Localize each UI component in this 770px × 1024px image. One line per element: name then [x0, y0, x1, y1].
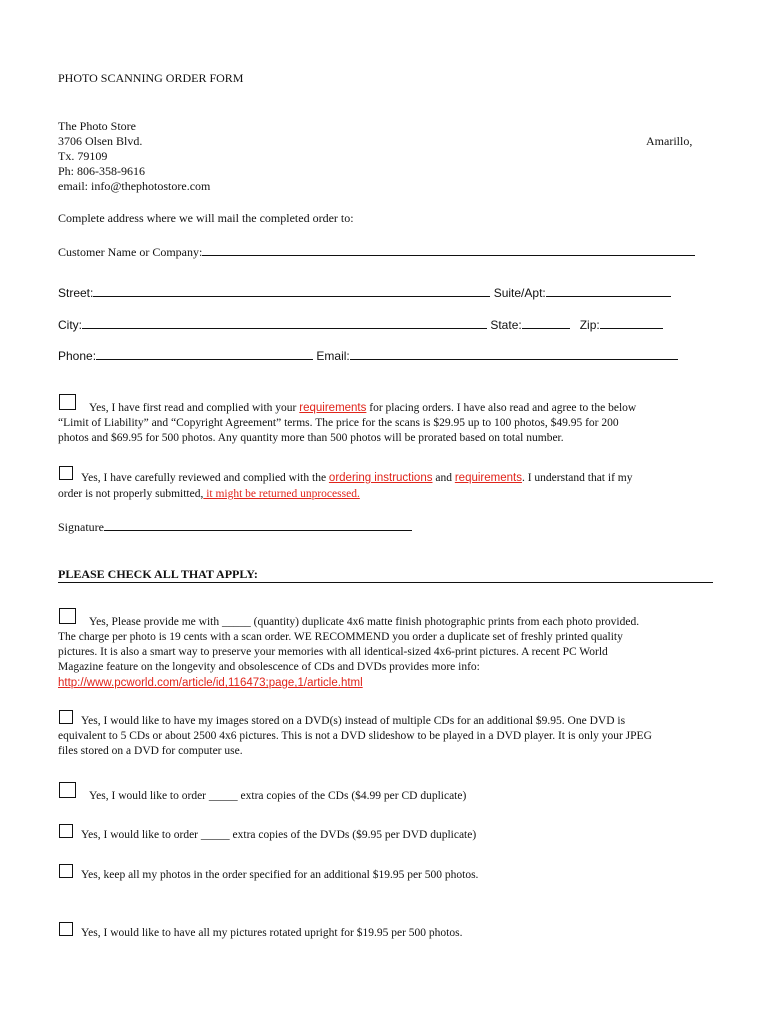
street-row: [58, 285, 671, 301]
city-row: [58, 317, 663, 333]
prints-line4: Magazine feature on the longevity and obsolescence of CDs and DVDs provides more info:: [58, 661, 480, 673]
zip-field[interactable]: [600, 317, 663, 329]
email-field[interactable]: [350, 348, 678, 360]
agreement2-line1: [81, 471, 632, 486]
agreement1-text-b: for placing orders. I have also read and agree to the below: [369, 402, 637, 414]
phone-label: Phone:: [58, 349, 97, 363]
store-state-zip: Tx. 79109: [58, 149, 108, 163]
store-city: Amarillo,: [646, 134, 693, 148]
mail-address-prompt: Complete address where we will mail the completed order to:: [58, 211, 354, 225]
cd-copies-checkbox[interactable]: [59, 782, 76, 798]
customer-name-row: [58, 244, 695, 260]
agreement2-text-b: . I understand that if my: [521, 472, 633, 484]
state-field[interactable]: [522, 317, 570, 329]
prints-line3: pictures. It is also a smart way to preserve your memories with all identical-sized 4x6-print pictures. A recent PC World: [58, 646, 608, 658]
dvd-line1: Yes, I would like to have my images stored on a DVD(s) instead of multiple CDs for an additional $9.95. One DVD is: [81, 715, 626, 727]
store-address: 3706 Olsen Blvd.: [58, 134, 143, 148]
store-phone: Ph: 806-358-9616: [58, 164, 145, 178]
store-name: The Photo Store: [58, 119, 136, 133]
ordering-instructions-link[interactable]: ordering instructions: [328, 472, 433, 484]
keep-order-checkbox[interactable]: [59, 864, 73, 878]
signature-row: [58, 519, 412, 535]
suite-field[interactable]: [546, 285, 671, 297]
phone-field[interactable]: [96, 348, 313, 360]
customer-name-field[interactable]: [202, 244, 695, 256]
phone-email-row: [58, 348, 678, 364]
prints-line1: Yes, Please provide me with _____ (quantity) duplicate 4x6 matte finish photographic prints from each photo provided.: [89, 616, 640, 628]
street-label: Street:: [58, 286, 94, 300]
dvd-storage-checkbox[interactable]: [59, 710, 73, 724]
city-field[interactable]: [82, 317, 487, 329]
section-divider: [58, 582, 713, 583]
dvd-line3: files stored on a DVD for computer use.: [58, 745, 243, 757]
agreement1-line3: photos and $69.95 for 500 photos. Any quantity more than 500 photos will be prorated based on total number.: [58, 432, 564, 444]
prints-line2: The charge per photo is 19 cents with a scan order. WE RECOMMEND you order a duplicate set of freshly printed quality: [58, 631, 623, 643]
requirements-link-2[interactable]: requirements: [454, 472, 522, 484]
signature-field[interactable]: [104, 519, 412, 531]
dvd-copies-checkbox[interactable]: [59, 824, 73, 838]
unprocessed-warning: it might be returned unprocessed.: [203, 488, 360, 500]
requirements-link[interactable]: requirements: [299, 402, 367, 414]
agreement1-text-a: Yes, I have first read and complied with your: [89, 402, 297, 414]
signature-label: Signature: [58, 520, 104, 534]
street-field[interactable]: [93, 285, 490, 297]
pcworld-link[interactable]: http://www.pcworld.com/article/id,116473;page,1/article.html: [58, 677, 363, 689]
customer-name-label: Customer Name or Company:: [58, 245, 203, 259]
section-heading: PLEASE CHECK ALL THAT APPLY:: [58, 567, 258, 581]
email-label: Email:: [316, 349, 350, 363]
state-label: State:: [490, 318, 522, 332]
dvd-line2: equivalent to 5 CDs or about 2500 4x6 pictures. This is not a DVD slideshow to be played in a DVD player. It is only your JPEG: [58, 730, 652, 742]
prints-checkbox[interactable]: [59, 608, 76, 624]
agreement2-line2: [58, 487, 360, 502]
agreement2-text-and: and: [435, 472, 452, 484]
cd-copies-text: Yes, I would like to order _____ extra copies of the CDs ($4.99 per CD duplicate): [89, 790, 467, 802]
agreement-instructions-checkbox[interactable]: [59, 466, 73, 480]
agreement2-line2-text: order is not properly submitted,: [58, 488, 204, 500]
keep-order-text: Yes, keep all my photos in the order specified for an additional $19.95 per 500 photos.: [81, 869, 479, 881]
agreement1-line1: [89, 401, 636, 416]
agreement2-text-a: Yes, I have carefully reviewed and complied with the: [81, 472, 327, 484]
rotate-checkbox[interactable]: [59, 922, 73, 936]
store-email: email: info@thephotostore.com: [58, 179, 211, 193]
dvd-copies-text: Yes, I would like to order _____ extra copies of the DVDs ($9.95 per DVD duplicate): [81, 829, 477, 841]
suite-label: Suite/Apt:: [493, 286, 546, 300]
zip-label: Zip:: [579, 318, 600, 332]
city-label: City:: [58, 318, 82, 332]
agreement-requirements-checkbox[interactable]: [59, 394, 76, 410]
rotate-text: Yes, I would like to have all my pictures rotated upright for $19.95 per 500 photos.: [81, 927, 463, 939]
form-title: PHOTO SCANNING ORDER FORM: [58, 71, 244, 85]
agreement1-line2: “Limit of Liability” and “Copyright Agreement” terms. The price for the scans is $29.95 up to 100 photos, $49.95 for 200: [58, 417, 619, 429]
